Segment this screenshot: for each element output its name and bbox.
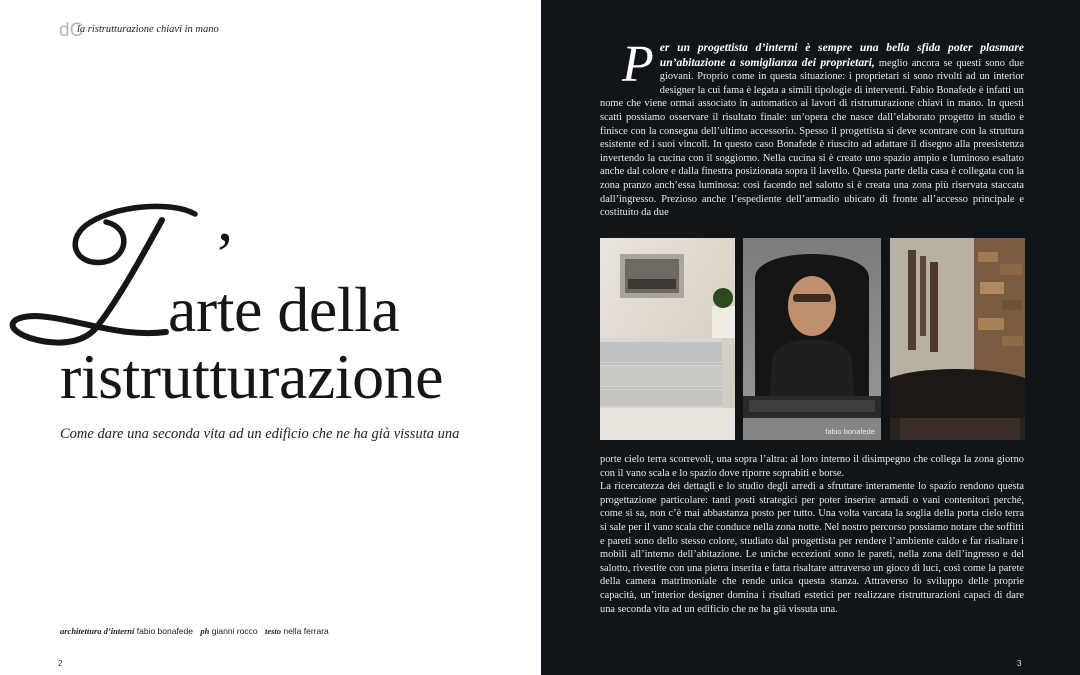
article-text-bottom — [600, 453, 1024, 616]
drop-cap: P — [622, 36, 654, 93]
svg-text:’: ’ — [214, 219, 236, 290]
credit-photo-name: gianni rocco — [211, 626, 258, 636]
svg-text:dC: dC — [59, 20, 84, 39]
article-paragraph-top: meglio ancora se questi sono due giovani. Proprio come in questa situazione: i proprietari si sono rivolti ad un interior designer la cui fama è legata a simili tipologie di interventi. Fabio Bonafede è infatti un nome che viene ormai associato in automatico ai lavori di ristrutturazione chiavi in mano. In questi scatti possiamo osservare il risultato finale: un’opera che nasce dall’elaborato progetto in studio e finisce con la consegna dell’ultimo accessorio. Spesso il progettista si deve scontrare con la struttura esistente ed i suoi vincoli. In questo caso Bonafede è riuscito ad adattare il disegno alla preesistenza invertendo la cucina con il soggiorno. Nella cucina si è creato uno spazio ampio e luminoso esaltato anche dal colore e dalla finestra posizionata sopra il lavello. Questa parte della casa è collegata con la zona pranzo anch’essa luminosa: così facendo nel salotto si è creata una zona più riservata staccata dall’ingresso. Prezioso anche l’espediente dell’armadio ubicato di fronte all’accesso principale e costituito da due — [600, 57, 1024, 219]
credit-text-name: nella ferrara — [283, 626, 329, 636]
article-text-top — [600, 36, 1024, 220]
svg-text:L: L — [0, 192, 1, 193]
credits — [60, 626, 329, 636]
credit-photo-label: ph — [200, 626, 210, 636]
right-page — [541, 0, 1080, 675]
subtitle: Come dare una seconda vita ad un edificio che ne ha già vissuta una — [60, 426, 460, 442]
article-lead: er un progettista d’interni è sempre una bella sfida poter plasmare un’abitazione a somiglianza dei proprietari, — [659, 41, 1024, 69]
title-line-1: arte della — [168, 274, 400, 345]
photo-living-room — [890, 238, 1025, 440]
photo-designer-portrait — [743, 238, 881, 440]
photo-kitchen — [600, 238, 735, 440]
section-title: la ristrutturazione chiavi in mano — [77, 24, 219, 35]
credit-text-label: testo — [264, 626, 282, 636]
article-paragraph-bottom-1: porte cielo terra scorrevoli, una sopra l’altra: al loro interno il disimpegno che collega la zona giorno con il vano scala e lo spazio dove riporre soprabiti e borse. — [600, 454, 1024, 479]
credit-architecture-name: fabio bonafede — [136, 626, 194, 636]
title-line-2: ristrutturazione — [60, 341, 443, 412]
article-paragraph-bottom-2: La ricercatezza dei dettagli e lo studio degli arredi a sfruttare interamente lo spazio rendono questa progettazione particolare: tanti posti strategici per poter inserire armadi o vani contenitori perché, come si sa, non c’è mai abbastanza posto per tutto. Una volta varcata la soglia della porta cielo terra si sale per il vano scala che conduce nella zona notte. Nel nostro percorso possiamo notare che soffitti e pareti sono dello stesso colore, studiato dal progettista per rendere l’ambiente caldo e far risaltare i mobili all’interno dell’abitazione. Le uniche eccezioni sono le pareti, nella zona dell’ingresso e del salotto, rivestite con una pietra inserita e fatta risaltare attraverso un gioco di luci, così come la parete della camera matrimoniale che rende unica questa stanza. Attraverso lo sviluppo delle proprie capacità, un’interior designer domina i risultati estetici per realizzare ristrutturazioni capaci di dare una seconda vita ad un edificio che ne ha già vissuta una. — [600, 481, 1024, 615]
page-number-left: 2 — [58, 659, 63, 668]
credit-architecture-label: architettura d’interni — [60, 626, 135, 636]
page-number-right: 3 — [1017, 659, 1022, 668]
photo-caption: fabio bonafede — [825, 427, 875, 436]
